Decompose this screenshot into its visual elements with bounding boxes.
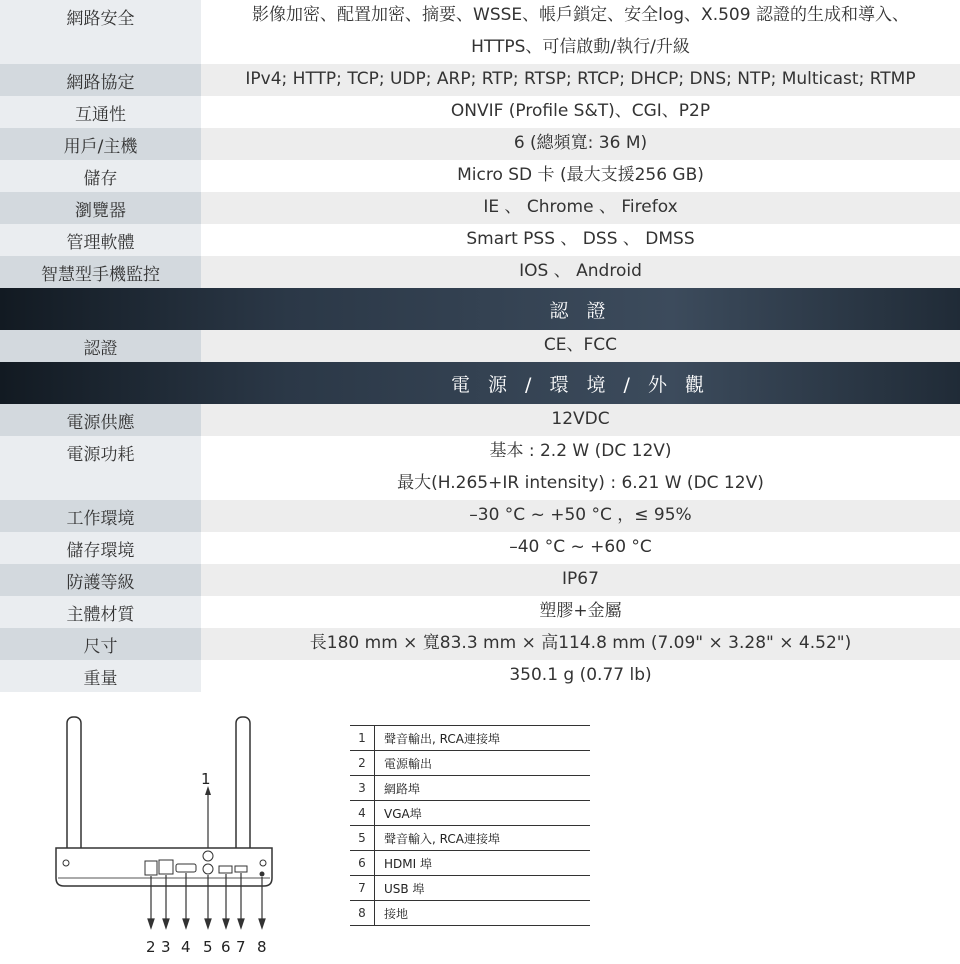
- port-description: 網路埠: [384, 781, 421, 796]
- spec-row: [0, 160, 960, 192]
- spec-value-line: 最大(H.265+IR intensity) : 6.21 W (DC 12V): [397, 473, 764, 493]
- callout-3: 3: [161, 938, 171, 956]
- callout-4: 4: [181, 938, 191, 956]
- spec-value-line: Smart PSS 、 DSS 、 DMSS: [466, 229, 695, 249]
- port-number: 6: [350, 851, 375, 875]
- spec-value-line: IOS 、 Android: [519, 261, 642, 281]
- spec-value-line: IP67: [562, 569, 599, 589]
- port-row: [350, 826, 590, 851]
- port-description: 電源輸出: [384, 756, 433, 771]
- spec-label: 網路安全: [0, 0, 201, 64]
- spec-label: 管理軟體: [0, 224, 201, 256]
- spec-value: [201, 628, 960, 660]
- port-description: 聲音輸出, RCA連接埠: [384, 731, 500, 746]
- spec-label: 儲存: [0, 160, 201, 192]
- spec-row: [0, 224, 960, 256]
- spec-value-line: 長180 mm × 寬83.3 mm × 高114.8 mm (7.09" × 3.28" × 4.52"): [309, 633, 852, 653]
- spec-row: [0, 404, 960, 436]
- spec-label: 用戶/主機: [0, 128, 201, 160]
- spec-value-line: 12VDC: [551, 409, 610, 429]
- port-number: 3: [350, 776, 375, 800]
- spec-value-line: HTTPS、可信啟動/執行/升級: [471, 37, 690, 57]
- port-description: VGA埠: [384, 806, 422, 821]
- spec-value-line: 6 (總頻寬: 36 M): [513, 133, 648, 153]
- port-number: 5: [350, 826, 375, 850]
- spec-value-line: –40 °C ~ +60 °C: [509, 537, 652, 557]
- spec-row: [0, 330, 960, 362]
- port-number: 7: [350, 876, 375, 900]
- spec-value: [201, 192, 960, 224]
- port-number: 8: [350, 901, 375, 925]
- right-antenna: [236, 717, 250, 865]
- spec-value-line: 基本 : 2.2 W (DC 12V): [489, 441, 672, 461]
- spec-row: [0, 256, 960, 288]
- callout-6: 6: [221, 938, 231, 956]
- spec-row: [0, 436, 960, 500]
- section-header-cert: [0, 288, 960, 330]
- callout-7: 7: [236, 938, 246, 956]
- spec-label: 儲存環境: [0, 532, 201, 564]
- spec-row: [0, 0, 960, 64]
- spec-value: [201, 564, 960, 596]
- spec-row: [0, 500, 960, 532]
- port-description: USB 埠: [384, 881, 425, 896]
- port-row: [350, 801, 590, 826]
- callout-5: 5: [203, 938, 213, 956]
- spec-label: 瀏覽器: [0, 192, 201, 224]
- spec-label: 主體材質: [0, 596, 201, 628]
- section-title: 認 證: [549, 299, 612, 322]
- port-description: HDMI 埠: [384, 856, 432, 871]
- spec-row: [0, 96, 960, 128]
- spec-value: [201, 330, 960, 362]
- callout-1: 1: [201, 770, 211, 788]
- spec-value: [201, 0, 960, 64]
- spec-value-line: 塑膠+金屬: [539, 601, 622, 621]
- spec-label: 電源供應: [0, 404, 201, 436]
- device-body: [56, 848, 272, 886]
- spec-value: [201, 96, 960, 128]
- port-row: [350, 751, 590, 776]
- callout-8: 8: [257, 938, 267, 956]
- left-antenna: [67, 717, 81, 865]
- spec-value: [201, 660, 960, 692]
- spec-row: [0, 628, 960, 660]
- port-description: 聲音輸入, RCA連接埠: [384, 831, 500, 846]
- port-description: 接地: [384, 906, 409, 921]
- spec-row: [0, 128, 960, 160]
- spec-row: [0, 564, 960, 596]
- spec-label: 互通性: [0, 96, 201, 128]
- spec-value: [201, 160, 960, 192]
- spec-value: [201, 436, 960, 500]
- spec-value: [201, 532, 960, 564]
- spec-label: 電源功耗: [0, 436, 201, 500]
- port-number: 2: [350, 751, 375, 775]
- spec-label: 重量: [0, 660, 201, 692]
- port-legend-table: [350, 725, 590, 926]
- port-number: 1: [350, 726, 375, 750]
- callout-2: 2: [146, 938, 156, 956]
- section-header-power: [0, 362, 960, 404]
- spec-row: [0, 660, 960, 692]
- port-row: [350, 851, 590, 876]
- spec-value-line: Micro SD 卡 (最大支援256 GB): [457, 165, 704, 185]
- spec-value: [201, 128, 960, 160]
- spec-row: [0, 596, 960, 628]
- spec-value: [201, 224, 960, 256]
- spec-row: [0, 192, 960, 224]
- spec-label: 智慧型手機監控: [0, 256, 201, 288]
- spec-row: [0, 532, 960, 564]
- spec-value: [201, 256, 960, 288]
- spec-value-line: CE、FCC: [543, 335, 618, 355]
- spec-value-line: ONVIF (Profile S&T)、CGI、P2P: [450, 101, 711, 121]
- spec-value-line: 影像加密、配置加密、摘要、WSSE、帳戶鎖定、安全log、X.509 認證的生成和導入、: [252, 5, 909, 25]
- ground-terminal: [260, 872, 265, 877]
- spec-value-line: –30 °C ~ +50 °C ，≤ 95%: [469, 505, 692, 525]
- spec-value: [201, 404, 960, 436]
- spec-label: 認證: [0, 330, 201, 362]
- spec-label: 尺寸: [0, 628, 201, 660]
- spec-label: 防護等級: [0, 564, 201, 596]
- spec-label: 網路協定: [0, 64, 201, 96]
- spec-value: [201, 64, 960, 96]
- port-row: [350, 776, 590, 801]
- spec-row: [0, 64, 960, 96]
- port-number: 4: [350, 801, 375, 825]
- spec-value-line: 350.1 g (0.77 lb): [509, 665, 652, 685]
- spec-value-line: IPv4; HTTP; TCP; UDP; ARP; RTP; RTSP; RTCP; DHCP; DNS; NTP; Multicast; RTMP: [245, 69, 916, 89]
- port-row: [350, 725, 590, 751]
- spec-label: 工作環境: [0, 500, 201, 532]
- spec-value: [201, 500, 960, 532]
- spec-value: [201, 596, 960, 628]
- port-row: [350, 901, 590, 926]
- section-title: 電 源 / 環 境 / 外 觀: [450, 373, 711, 396]
- spec-value-line: IE 、 Chrome 、 Firefox: [483, 197, 678, 217]
- port-row: [350, 876, 590, 901]
